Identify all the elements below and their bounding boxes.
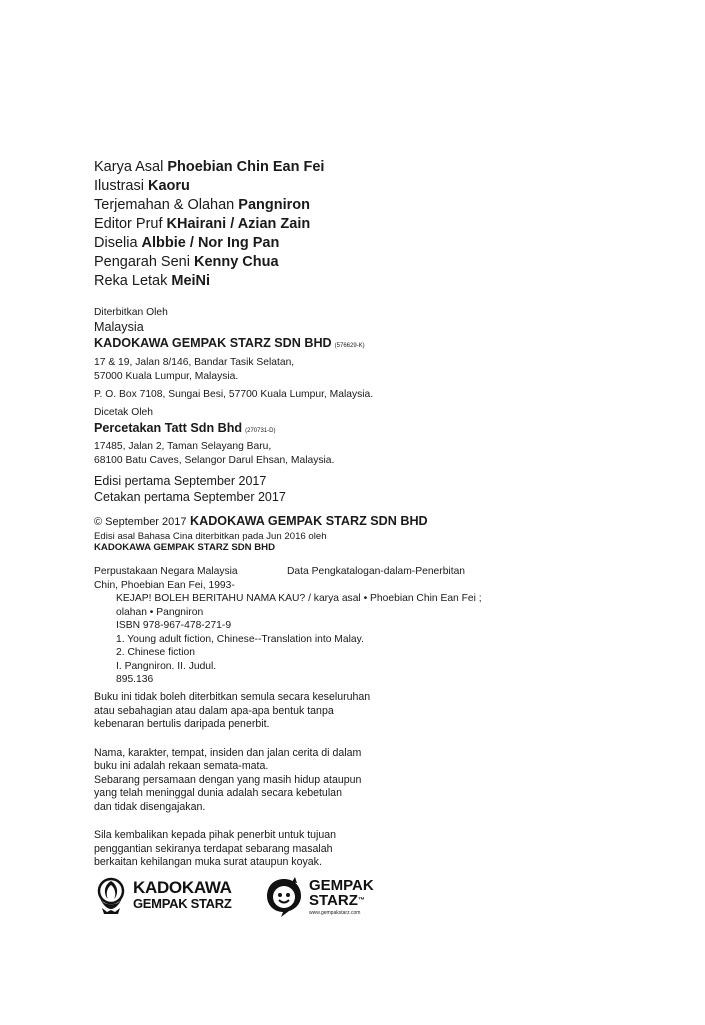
credit-name: MeiNi [171, 273, 211, 289]
publisher-name: KADOKAWA GEMPAK STARZ SDN BHD [94, 335, 332, 350]
catalog-library: Perpustakaan Negara Malaysia [94, 566, 238, 577]
notice-line: Sila kembalikan kepada pihak penerbit untuk tujuan [94, 829, 337, 841]
publisher-label: Diterbitkan Oleh [94, 307, 168, 318]
gempak-starz-logo [264, 876, 374, 918]
catalog-entries [94, 592, 482, 687]
kadokawa-line1: KADOKAWA [133, 878, 232, 897]
gempak-tm: ™ [357, 897, 365, 904]
notice-line: yang telah meninggal dunia adalah secara kebetulan [94, 787, 342, 799]
gempak-line2-wrap [309, 893, 374, 908]
catalog-entry: I. Pangniron. II. Judul. [116, 660, 217, 672]
catalog-block [94, 565, 482, 687]
edition-block [94, 473, 286, 505]
credits-block [94, 158, 654, 291]
first-edition: Edisi pertama September 2017 [94, 474, 267, 488]
catalog-entry: 895.136 [116, 674, 154, 685]
catalog-entry: ISBN 978-967-478-271-9 [116, 620, 232, 631]
copyright-original: Edisi asal Bahasa Cina diterbitkan pada Jun 2016 oleh [94, 530, 327, 542]
printer-name-line [94, 421, 334, 440]
notice-line: penggantian sekiranya terdapat sebarang masalah [94, 842, 333, 855]
copyright-original-holder: KADOKAWA GEMPAK STARZ SDN BHD [94, 542, 276, 553]
printer-label: Dicetak Oleh [94, 407, 153, 418]
notice-line: berkaitan kehilangan muka surat ataupun koyak. [94, 856, 322, 868]
gempak-line1: GEMPAK [309, 877, 374, 894]
notice-line: buku ini adalah rekaan semata-mata. [94, 760, 269, 772]
notice-line: dan tidak disengajakan. [94, 800, 206, 813]
printer-reg: (270731-D) [245, 427, 276, 434]
credit-line [94, 158, 654, 177]
catalog-data-label: Data Pengkatalogan-dalam-Penerbitan [287, 566, 466, 577]
notice-line: atau sebahagian atau dalam apa-apa bentuk tanpa [94, 704, 334, 717]
credit-line [94, 215, 654, 234]
credit-line [94, 253, 654, 272]
publisher-reg: (576629-K) [334, 342, 365, 349]
catalog-header [94, 565, 482, 579]
kadokawa-line2: GEMPAK STARZ [133, 896, 232, 911]
publisher-country: Malaysia [94, 319, 144, 334]
copyright-line [94, 514, 428, 531]
catalog-author: Chin, Phoebian Ean Fei, 1993- [94, 579, 235, 591]
printer-address2: 68100 Batu Caves, Selangor Darul Ehsan, Malaysia. [94, 454, 335, 466]
printer-address1: 17485, Jalan 2, Taman Selayang Baru, [94, 441, 272, 452]
notice-line: kebenaran bertulis daripada penerbit. [94, 718, 270, 730]
first-print: Cetakan pertama September 2017 [94, 490, 286, 504]
credit-role: Pengarah Seni [94, 254, 190, 270]
publisher-address1: 17 & 19, Jalan 8/146, Bandar Tasik Selatan, [94, 357, 295, 368]
notice-line: Buku ini tidak boleh diterbitkan semula secara keseluruhan [94, 691, 371, 703]
catalog-entry: 2. Chinese fiction [116, 647, 195, 658]
notice-paragraph [94, 829, 370, 870]
credit-role: Reka Letak [94, 273, 168, 289]
copyright-holder: KADOKAWA GEMPAK STARZ SDN BHD [190, 514, 428, 528]
credit-name: KHairani / Azian Zain [166, 216, 311, 232]
publisher-pobox: P. O. Box 7108, Sungai Besi, 57700 Kuala Lumpur, Malaysia. [94, 389, 374, 400]
publisher-name-line [94, 336, 373, 355]
credit-name: Kenny Chua [193, 254, 279, 270]
credit-name: Kaoru [148, 178, 190, 194]
credit-line [94, 177, 654, 196]
printer-name: Percetakan Tatt Sdn Bhd [94, 420, 243, 435]
copyright-block [94, 514, 428, 554]
credit-name: Albbie / Nor Ing Pan [141, 235, 280, 251]
notice-line: Sebarang persamaan dengan yang masih hidup ataupun [94, 773, 362, 786]
credit-role: Karya Asal [94, 159, 164, 175]
kadokawa-emblem-icon [94, 876, 128, 916]
notice-paragraph [94, 747, 370, 815]
credit-line [94, 272, 654, 291]
credit-line [94, 196, 654, 215]
credit-name: Phoebian Chin Ean Fei [167, 159, 325, 175]
credit-name: Pangniron [238, 197, 310, 213]
catalog-entry: olahan • Pangniron [116, 606, 204, 618]
notices-block [94, 691, 370, 885]
gempak-mascot-icon [264, 876, 304, 918]
catalog-entry: 1. Young adult fiction, Chinese--Translation into Malay. [116, 633, 364, 645]
catalog-entry: KEJAP! BOLEH BERITAHU NAMA KAU? / karya asal • Phoebian Chin Ean Fei ; [116, 593, 482, 604]
credit-role: Editor Pruf [94, 216, 163, 232]
publisher-block [94, 306, 373, 402]
publisher-address2: 57000 Kuala Lumpur, Malaysia. [94, 370, 239, 382]
notice-line: Nama, karakter, tempat, insiden dan jalan cerita di dalam [94, 746, 362, 759]
credit-role: Terjemahan & Olahan [94, 197, 235, 213]
gempak-line2: STARZ [309, 892, 358, 909]
printer-block [94, 406, 334, 467]
credit-role: Diselia [94, 235, 138, 251]
credit-line [94, 234, 654, 253]
copyright-prefix: © September 2017 [94, 516, 187, 528]
notice-paragraph [94, 691, 370, 732]
credit-role: Ilustrasi [94, 178, 144, 194]
gempak-url: www.gempakstarz.com [309, 910, 361, 916]
kadokawa-logo [94, 876, 232, 916]
